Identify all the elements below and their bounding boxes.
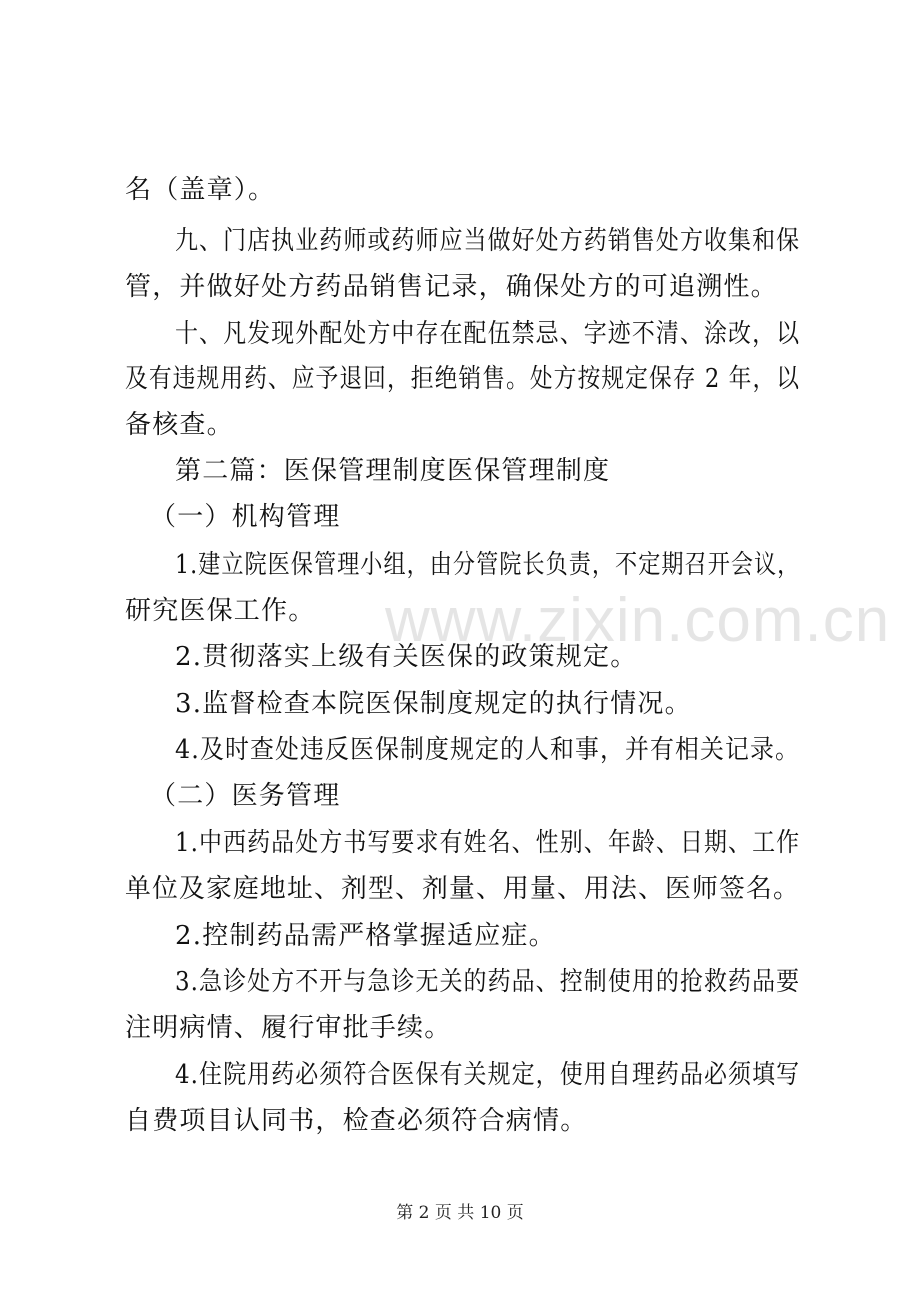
body-line: 注明病情、履行审批手续。 [125, 1013, 452, 1043]
body-line: 3.急诊处方不开与急诊无关的药品、控制使用的抢救药品要 [175, 967, 801, 997]
body-line: 3.监督检查本院医保制度规定的执行情况。 [175, 689, 692, 719]
subsection-heading: （二）医务管理 [150, 781, 341, 811]
subsection-heading: （一）机构管理 [150, 502, 341, 532]
body-line: 1.中西药品处方书写要求有姓名、性别、年龄、日期、工作 [175, 828, 801, 858]
body-line: 2.贯彻落实上级有关医保的政策规定。 [175, 642, 638, 672]
body-line: 及有违规用药、应予退回，拒绝销售。处方按规定保存 2 年，以 [125, 364, 801, 394]
body-line: 自费项目认同书，检查必须符合病情。 [125, 1106, 588, 1136]
body-line: 单位及家庭地址、剂型、剂量、用量、用法、医师签名。 [125, 874, 800, 904]
body-line: 4.及时查处违反医保制度规定的人和事，并有相关记录。 [175, 735, 801, 765]
body-line: 管，并做好处方药品销售记录，确保处方的可追溯性。 [125, 272, 778, 302]
body-line: 1.建立院医保管理小组，由分管院长负责，不定期召开会议， [175, 550, 801, 580]
body-line: 4.住院用药必须符合医保有关规定，使用自理药品必须填写 [175, 1060, 801, 1090]
page-footer: 第 2 页 共 10 页 [396, 1203, 524, 1223]
body-line: 研究医保工作。 [125, 596, 316, 626]
body-line: 九、门店执业药师或药师应当做好处方药销售处方收集和保 [175, 226, 801, 256]
body-line: 2.控制药品需严格掌握适应症。 [175, 921, 556, 951]
body-line: 十、凡发现外配处方中存在配伍禁忌、字迹不清、涂改，以 [175, 319, 801, 349]
body-line: 备核查。 [125, 410, 234, 440]
section-heading: 第二篇：医保管理制度医保管理制度 [175, 456, 611, 486]
body-line: 名（盖章）。 [125, 175, 276, 205]
watermark: www.zixin.com.cn [385, 586, 891, 655]
